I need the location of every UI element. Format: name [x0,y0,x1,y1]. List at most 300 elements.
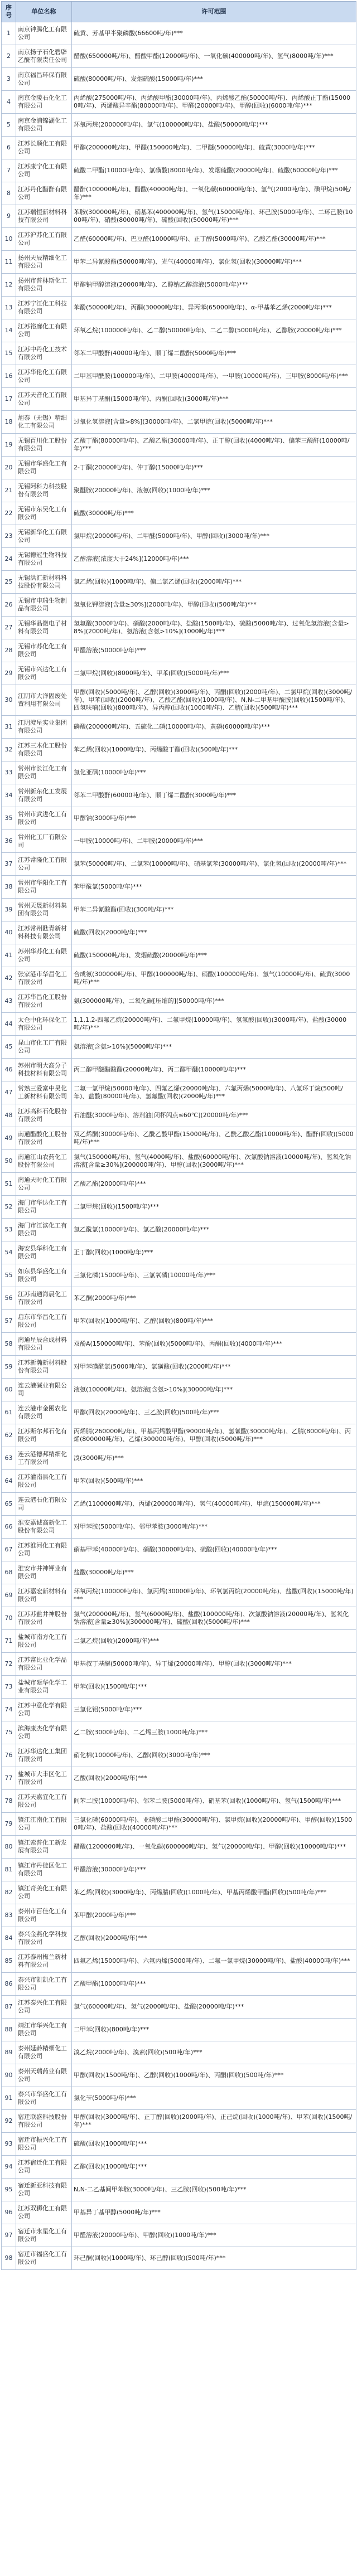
unit-name: 常熟三爱富中昊化工新材料有限公司 [16,1081,72,1104]
license-scope: 甲醇(200000吨/年)、甲醛(150000吨/年)、二甲醚(50000吨/年)、硫黄(3000吨/年)*** [72,137,356,159]
table-row [2,1927,356,1950]
table-row [2,1401,356,1424]
table-row [2,297,356,319]
unit-name: 无锡阿科力科技股份有限公司 [16,479,72,502]
row-number: 95 [2,2179,16,2201]
license-scope: 氢氟酸(3000吨/年)、硝酸(2000吨/年)、盐酸(1500吨/年)、硫酸(5000吨/年)、过氧化氢溶液[含量>8%](2000吨/年)、氨溶液[含氨>10%](1000吨/年)*** [72,617,356,639]
unit-name: 扬州天辰精细化工有限公司 [16,251,72,274]
unit-name: 淮安嘉诚高新化工股份有限公司 [16,1516,72,1539]
unit-name: 南京扬子石化碧辟乙酰有限责任公司 [16,45,72,68]
unit-name: 无锡华晶微电子材料有限公司 [16,617,72,639]
unit-name: 江阴市大洋固废处置利用有限公司 [16,685,72,716]
license-table [1,1,356,2270]
row-number: 5 [2,114,16,137]
license-scope: 甲苯(回收)(1000吨/年)、乙醇(回收)(800吨/年)*** [72,1310,356,1333]
header-row [2,2,356,22]
row-number: 76 [2,1744,16,1767]
unit-name: 江苏天嘉宜化工有限公司 [16,1790,72,1813]
row-number: 44 [2,1013,16,1036]
unit-name: 常州市长江化工有限公司 [16,761,72,784]
license-scope: 丙烯酸(275000吨/年)、丙烯酸甲酯(30000吨/年)、丙烯酸乙酯(50000吨/年)、丙烯酸正丁酯(150000吨/年)、丙烯酸异辛酯(80000吨/年)、甲醛(20000吨/年)、甲醇(回收)(6000吨/年)*** [72,91,356,114]
table-row [2,853,356,876]
unit-name: 无锡市东吴化工有限公司 [16,502,72,525]
row-number: 23 [2,525,16,548]
unit-name: 江苏宁江化工科技有限公司 [16,297,72,319]
table-row [2,1584,356,1607]
row-number: 69 [2,1584,16,1607]
unit-name: 旭泰（无锡）精细化工有限公司 [16,411,72,434]
unit-name: 江苏三木化工股份有限公司 [16,739,72,761]
license-scope: 对甲苯磺酰氯(5000吨/年)、氯磺酸(回收)(2000吨/年)*** [72,1356,356,1379]
unit-name: 江苏沪苏化工有限公司 [16,228,72,251]
table-row [2,137,356,159]
table-row [2,571,356,594]
table-row [2,45,356,68]
table-row [2,2064,356,2087]
table-row [2,22,356,45]
table-row [2,342,356,365]
license-scope: 三氯化磷(60000吨/年)、亚磷酸二甲酯(30000吨/年)、氯甲烷(回收)(20000吨/年)、甲醇(回收)(15000吨/年)、盐酸(回收)(40000吨/年)*** [72,1813,356,1836]
license-scope: 甲醇(回收)(5000吨/年)、乙醇(回收)(3000吨/年)、丙酮(回收)(2000吨/年)、二氯甲烷(回收)(3000吨/年)、甲苯(回收)(2000吨/年)、乙酸乙酯(回收)(1000吨/年)、N,N-二甲基甲酰胺(回收)(1500吨/年)、四氢呋喃(回收)(800吨/年)、异丙醇(回收)(1000吨/年)、乙腈(回收)(500吨/年)*** [72,685,356,716]
row-number: 3 [2,68,16,91]
table-row [2,548,356,571]
row-number: 26 [2,594,16,617]
row-number: 78 [2,1790,16,1813]
unit-name: 无锡新华化工有限公司 [16,525,72,548]
row-number: 11 [2,251,16,274]
unit-name: 宿迁市永星化工有限公司 [16,2224,72,2247]
row-number: 53 [2,1219,16,1241]
license-scope: 乙醛(60000吨/年)、巴豆醛(10000吨/年)、正丁醇(5000吨/年)、乙酸乙酯(30000吨/年)*** [72,228,356,251]
license-scope: 过氧化氢溶液[含量>8%](30000吨/年)、二氯甲烷(回收)(5000吨/年)*** [72,411,356,434]
unit-name: 江苏中丹化工技术有限公司 [16,342,72,365]
unit-name: 常州化工厂有限公司 [16,830,72,853]
row-number: 43 [2,990,16,1013]
table-row [2,1881,356,1904]
row-number: 58 [2,1333,16,1356]
table-row [2,457,356,479]
table-row [2,1813,356,1836]
table-row [2,479,356,502]
row-number: 67 [2,1539,16,1561]
row-number: 79 [2,1813,16,1836]
license-scope: 硫酸(150000吨/年)、发烟硫酸(20000吨/年)*** [72,944,356,967]
table-row [2,1539,356,1561]
license-scope: 乙酸丁酯(80000吨/年)、乙酸乙酯(30000吨/年)、正丁醇(回收)(4000吨/年)、偏苯三酸酐(10000吨/年)*** [72,434,356,457]
unit-name: 泰州市百佳化工有限公司 [16,1904,72,1927]
row-number: 86 [2,1973,16,1996]
unit-name: 苏州华苏化工有限公司 [16,944,72,967]
table-row [2,68,356,91]
unit-name: 南京钟腾化工有限公司 [16,22,72,45]
table-row [2,159,356,182]
license-scope: 甲醛溶液(50000吨/年)*** [72,639,356,662]
license-scope: 邻苯二甲酸酐(40000吨/年)、顺丁烯二酸酐(5000吨/年)*** [72,342,356,365]
license-scope: 丙烯腈(260000吨/年)、甲基丙烯酸甲酯(90000吨/年)、氢氰酸(30000吨/年)、乙腈(8000吨/年)、丙烯(800000吨/年)、乙烯(300000吨/年)、甲醇(回收)(5000吨/年)*** [72,1424,356,1447]
unit-name: 江苏常州酞青新材料科技有限公司 [16,921,72,944]
license-scope: 聚醚胺(20000吨/年)、液氨(回收)(1000吨/年)*** [72,479,356,502]
row-number: 13 [2,297,16,319]
unit-name: 滨海康杰化学有限公司 [16,1721,72,1744]
row-number: 8 [2,182,16,205]
table-row [2,1264,356,1287]
row-number: 41 [2,944,16,967]
unit-name: 江苏新瀚新材料股份有限公司 [16,1356,72,1379]
row-number: 50 [2,1150,16,1173]
row-number: 61 [2,1401,16,1424]
row-number: 65 [2,1493,16,1516]
table-row [2,2041,356,2064]
table-row [2,1333,356,1356]
table-row [2,990,356,1013]
license-scope: 甲苯(回收)(1500吨/年)*** [72,1676,356,1699]
table-row [2,1744,356,1767]
license-scope: 甲基异丁基酮(15000吨/年)、丙酮(回收)(3000吨/年)*** [72,388,356,411]
table-row [2,411,356,434]
table-row [2,502,356,525]
table-row [2,2110,356,2133]
license-scope: 邻苯二甲酸酐(60000吨/年)、顺丁烯二酸酐(3000吨/年)*** [72,784,356,807]
table-row [2,594,356,617]
unit-name: 张家港市华昌化工有限公司 [16,967,72,990]
license-scope: 二氯乙烷(回收)(2000吨/年)*** [72,1630,356,1653]
table-row [2,228,356,251]
license-scope: 苯乙烯(回收)(3000吨/年)、丙烯腈(回收)(1000吨/年)、甲基丙烯酸甲酯(回收)(500吨/年)*** [72,1881,356,1904]
license-scope: 合成氨(300000吨/年)、甲醇(100000吨/年)、硝酸(100000吨/年)、氢气(10000吨/年)、硫黄(3000吨/年)*** [72,967,356,990]
table-row [2,1379,356,1401]
license-scope: 双酚A(150000吨/年)、苯酚(回收)(5000吨/年)、丙酮(回收)(4000吨/年)*** [72,1333,356,1356]
unit-name: 海安县华科化工有限公司 [16,1241,72,1264]
table-row [2,1287,356,1310]
table-row [2,1059,356,1081]
unit-name: 南通江山农药化工股份有限公司 [16,1150,72,1173]
row-number: 56 [2,1287,16,1310]
unit-name: 泰兴金燕化学科技有限公司 [16,1927,72,1950]
unit-name: 江苏富比亚化学品有限公司 [16,1653,72,1676]
license-scope: 磷酸(200000吨/年)、五硫化二磷(10000吨/年)、黄磷(60000吨/年)*** [72,716,356,739]
unit-name: 泰州延龄精细化工有限公司 [16,2041,72,2064]
license-scope: 二氯甲烷(回收)(1500吨/年)*** [72,1196,356,1219]
table-row [2,1653,356,1676]
table-row [2,205,356,228]
license-scope: 乙烯(1100000吨/年)、丙烯(200000吨/年)、氢气(40000吨/年)、甲烷(150000吨/年)*** [72,1493,356,1516]
license-scope: 丙二醇甲醚醋酸酯(20000吨/年)、丙二醇甲醚(10000吨/年)*** [72,1059,356,1081]
license-scope: 硫黄、芳基甲半聚磷酸(66600吨/年)*** [72,22,356,45]
table-row [2,274,356,297]
unit-name: 江苏裕廊化工有限公司 [16,319,72,342]
table-row [2,114,356,137]
unit-name: 泰兴市凯凯化工有限公司 [16,1973,72,1996]
unit-name: 江苏华昌化工股份有限公司 [16,990,72,1013]
unit-name: 常州新东化工发展有限公司 [16,784,72,807]
license-scope: 溴乙烷(2000吨/年)、溴素(回收)(500吨/年)*** [72,2041,356,2064]
row-number: 77 [2,1767,16,1790]
table-row [2,2201,356,2224]
row-number: 30 [2,685,16,716]
license-scope: 溴(3000吨/年)*** [72,1447,356,1470]
table-row [2,2087,356,2110]
unit-name: 常州市华阳化工有限公司 [16,876,72,899]
license-scope: 醋酸(1200000吨/年)、一氧化碳(600000吨/年)、氢气(20000吨/年)、甲醇(回收)(10000吨/年)*** [72,1836,356,1859]
license-scope: 甲醇(回收)(2000吨/年)、三乙胺(回收)(500吨/年)*** [72,1401,356,1424]
license-scope: 苯酚(50000吨/年)、丙酮(30000吨/年)、异丙苯(65000吨/年)、α-甲基苯乙烯(2000吨/年)*** [72,297,356,319]
license-scope: 氢氧化钾溶液[含量≥30%](2000吨/年)、甲醇(回收)(500吨/年)*** [72,594,356,617]
table-row [2,1219,356,1241]
table-row [2,784,356,807]
row-number: 45 [2,1036,16,1059]
table-row [2,319,356,342]
table-row [2,1173,356,1196]
unit-name: 江苏天音化工有限公司 [16,388,72,411]
row-number: 51 [2,1173,16,1196]
table-row [2,434,356,457]
row-number: 32 [2,739,16,761]
row-number: 52 [2,1196,16,1219]
unit-name: 江苏泰州梅兰新材料有限公司 [16,1950,72,1973]
row-number: 70 [2,1607,16,1630]
row-number: 15 [2,342,16,365]
license-scope: 氨溶液[含氨>10%](5000吨/年)*** [72,1036,356,1059]
table-row [2,1424,356,1447]
row-number: 75 [2,1721,16,1744]
license-scope: 甲醛溶液(20000吨/年)、甲醇(回收)(1000吨/年)*** [72,2224,356,2247]
table-row [2,1561,356,1584]
license-scope: 氯乙烯(回收)(1000吨/年)、偏二氯乙烯(回收)(2000吨/年)*** [72,571,356,594]
table-row [2,1973,356,1996]
license-scope: 液氨(10000吨/年)、氨溶液[含氨>10%](30000吨/年)*** [72,1379,356,1401]
unit-name: 南京金陵石化化工有限公司 [16,91,72,114]
unit-name: 泰州天瑞药业有限公司 [16,2064,72,2087]
license-scope: 硫酸(80000吨/年)、发烟硫酸(15000吨/年)*** [72,68,356,91]
header-unit-name: 单位名称 [16,2,72,22]
row-number: 20 [2,457,16,479]
table-row [2,182,356,205]
row-number: 12 [2,274,16,297]
row-number: 98 [2,2247,16,2270]
unit-name: 无锡百川化工股份有限公司 [16,434,72,457]
license-scope: 三氯化磷(15000吨/年)、三氯氧磷(10000吨/年)*** [72,1264,356,1287]
table-row [2,388,356,411]
table-header [2,2,356,22]
row-number: 36 [2,830,16,853]
license-scope: 氯化亚砜(10000吨/年)*** [72,761,356,784]
license-scope: 甲苯二异氰酸酯(50000吨/年)、光气(40000吨/年)、氯化氢(回收)(30000吨/年)*** [72,251,356,274]
license-scope: 石油醚(3000吨/年)、溶剂油[闭杯闪点≤60℃](20000吨/年)*** [72,1104,356,1127]
unit-name: 江苏丹化醋酐有限公司 [16,182,72,205]
license-scope: 硝化棉(10000吨/年)、乙醇(回收)(3000吨/年)*** [72,1744,356,1767]
license-scope: 双乙烯酮(30000吨/年)、乙酰乙酸甲酯(15000吨/年)、乙酰乙酸乙酯(10000吨/年)、醋酐(回收)(5000吨/年)*** [72,1127,356,1150]
table-row [2,2019,356,2041]
row-number: 84 [2,1927,16,1950]
unit-name: 无锡市申瑞生物制品有限公司 [16,594,72,617]
unit-name: 江苏华达化工集团有限公司 [16,1744,72,1767]
row-number: 14 [2,319,16,342]
license-scope: 氯气(150000吨/年)、氢气(4000吨/年)、盐酸(60000吨/年)、次氯酸钠溶液(10000吨/年)、氢氧化钠溶液[含量≥30%](200000吨/年)、甲醇(回收)(3000吨/年)*** [72,1150,356,1173]
row-number: 85 [2,1950,16,1973]
row-number: 1 [2,22,16,45]
row-number: 16 [2,365,16,388]
license-scope: 环己酮(回收)(1000吨/年)、环己醇(回收)(500吨/年)*** [72,2247,356,2270]
row-number: 64 [2,1470,16,1493]
unit-name: 启东市华昌化工有限公司 [16,1310,72,1333]
row-number: 90 [2,2064,16,2087]
unit-name: 江苏华伦化工有限公司 [16,365,72,388]
license-scope: 氨(300000吨/年)、二氧化碳[压缩的](50000吨/年)*** [72,990,356,1013]
unit-name: 南通醋酸化工股份有限公司 [16,1127,72,1150]
table-row [2,2247,356,2270]
row-number: 34 [2,784,16,807]
table-row [2,1836,356,1859]
license-scope: 硫酸(30000吨/年)*** [72,502,356,525]
license-scope: 乙醇(回收)(2000吨/年)*** [72,1927,356,1950]
table-row [2,716,356,739]
table-row [2,91,356,114]
table-row [2,876,356,899]
unit-name: 镇江索普化工新发展有限公司 [16,1836,72,1859]
table-row [2,2133,356,2156]
table-row [2,1241,356,1264]
unit-name: 昆山市化工厂有限公司 [16,1036,72,1059]
license-scope: 氯气(200000吨/年)、氢气(6000吨/年)、盐酸(100000吨/年)、次氯酸钠溶液(20000吨/年)、氢氧化钠溶液[含量≥30%](300000吨/年)、硫酸(回收)(5000吨/年)*** [72,1607,356,1630]
table-row [2,1356,356,1379]
row-number: 49 [2,1127,16,1150]
table-row [2,662,356,685]
row-number: 72 [2,1653,16,1676]
unit-name: 无锡洪汇新材料科技股份有限公司 [16,571,72,594]
unit-name: 淮安市井神钾业有限公司 [16,1561,72,1584]
license-scope: 一甲胺(10000吨/年)、二甲胺(20000吨/年)*** [72,830,356,853]
table-row [2,1310,356,1333]
row-number: 39 [2,899,16,921]
row-number: 40 [2,921,16,944]
license-scope: 乙醇溶液[浓度大于24%](12000吨/年)*** [72,548,356,571]
license-scope: 硫酸(回收)(2000吨/年)*** [72,921,356,944]
row-number: 35 [2,807,16,830]
license-scope: 二氟一氯甲烷(50000吨/年)、四氟乙烯(20000吨/年)、六氟丙烯(5000吨/年)、八氟环丁烷(500吨/年)、盐酸(80000吨/年)、氢氟酸(回收)(2000吨/年)*** [72,1081,356,1104]
table-row [2,807,356,830]
row-number: 93 [2,2133,16,2156]
license-scope: 环氧丙烷(200000吨/年)、氯气(100000吨/年)、盐酸(50000吨/年)*** [72,114,356,137]
unit-name: 无锡市苏化化工有限公司 [16,639,72,662]
license-scope: 苯甲酰氯(5000吨/年)*** [72,876,356,899]
unit-name: 江苏淮河化工有限公司 [16,1539,72,1561]
license-scope: 甲醛溶液(30000吨/年)*** [72,1859,356,1881]
table-row [2,1127,356,1150]
row-number: 29 [2,662,16,685]
unit-name: 江阴澄星实业集团有限公司 [16,716,72,739]
table-row [2,899,356,921]
table-row [2,739,356,761]
license-scope: 甲基叔丁基醚(50000吨/年)、异丁烯(20000吨/年)、甲醇(回收)(3000吨/年)*** [72,1653,356,1676]
table-row [2,1676,356,1699]
unit-name: 江苏瑞恒新材料科技有限公司 [16,205,72,228]
license-scope: 硝基甲苯(40000吨/年)、硝酸(30000吨/年)、硫酸(回收)(40000吨/年)*** [72,1539,356,1561]
license-scope: 氯化苄(5000吨/年)*** [72,2087,356,2110]
row-number: 73 [2,1676,16,1699]
license-scope: 甲醇钠(3000吨/年)*** [72,807,356,830]
table-row [2,1150,356,1173]
header-license-scope: 许可范围 [72,2,356,22]
license-scope: 氯甲烷(20000吨/年)、二甲醚(5000吨/年)、甲醇(回收)(3000吨/年)*** [72,525,356,548]
unit-name: 宿迁市振兴化工有限公司 [16,2133,72,2156]
table-row [2,761,356,784]
license-scope: 二甲苯(回收)(800吨/年)*** [72,2019,356,2041]
license-scope: 硫酸(回收)(1000吨/年)*** [72,2133,356,2156]
table-row [2,1036,356,1059]
unit-name: 靖江市华兴化工有限公司 [16,2019,72,2041]
unit-name: 宿迁新亚科技有限公司 [16,2179,72,2201]
row-number: 25 [2,571,16,594]
unit-name: 盐城市南方化工有限公司 [16,1630,72,1653]
row-number: 92 [2,2110,16,2133]
table-row [2,1950,356,1973]
unit-name: 扬州市普林斯化工有限公司 [16,274,72,297]
license-scope: 四氟乙烯(15000吨/年)、六氟丙烯(5000吨/年)、二氟一氯甲烷(30000吨/年)、盐酸(40000吨/年)*** [72,1950,356,1973]
table-row [2,1470,356,1493]
row-number: 37 [2,853,16,876]
row-number: 83 [2,1904,16,1927]
table-row [2,251,356,274]
license-scope: 乙酸乙酯(20000吨/年)*** [72,1173,356,1196]
row-number: 24 [2,548,16,571]
unit-name: 江苏苏盐井神股份有限公司 [16,1607,72,1630]
row-number: 91 [2,2087,16,2110]
header-seq: 序号 [2,2,16,22]
unit-name: 盐城市大丰区化工有限公司 [16,1767,72,1790]
unit-name: 无锡市兴达化工有限公司 [16,662,72,685]
row-number: 46 [2,1059,16,1081]
unit-name: 宿迁联盛科技股份有限公司 [16,2110,72,2133]
unit-name: 江苏南通海晨化工有限公司 [16,1287,72,1310]
license-scope: 2-丁酮(20000吨/年)、仲丁醇(15000吨/年)*** [72,457,356,479]
license-scope: 苯乙烯(回收)(1000吨/年)、丙烯酸丁酯(回收)(500吨/年)*** [72,739,356,761]
row-number: 33 [2,761,16,784]
table-row [2,1196,356,1219]
row-number: 28 [2,639,16,662]
unit-name: 南通星辰合成材料有限公司 [16,1333,72,1356]
row-number: 54 [2,1241,16,1264]
table-row [2,1516,356,1539]
unit-name: 泰兴市华盛化工有限公司 [16,2087,72,2110]
row-number: 71 [2,1630,16,1653]
license-scope: 醋酸(650000吨/年)、醋酸甲酯(12000吨/年)、一氧化碳(400000吨/年)、氢气(8000吨/年)*** [72,45,356,68]
license-scope: 氯苯(50000吨/年)、二氯苯(10000吨/年)、硝基氯苯(30000吨/年)、氯化氢(回收)(20000吨/年)*** [72,853,356,876]
table-row [2,1767,356,1790]
row-number: 82 [2,1881,16,1904]
unit-name: 江苏灌南县化工有限公司 [16,1470,72,1493]
unit-name: 江苏中意化学有限公司 [16,1699,72,1721]
row-number: 81 [2,1859,16,1881]
license-scope: 环氧乙烷(100000吨/年)、乙二醇(50000吨/年)、二乙二醇(5000吨/年)、乙醇胺(20000吨/年)*** [72,319,356,342]
row-number: 38 [2,876,16,899]
table-row [2,1904,356,1927]
unit-name: 镇江江南化工有限公司 [16,1813,72,1836]
table-row [2,2156,356,2179]
table-row [2,1721,356,1744]
license-scope: 硫酸二甲酯(10000吨/年)、氯磺酸(8000吨/年)、发烟硫酸(20000吨/年)、硫酸(60000吨/年)*** [72,159,356,182]
row-number: 80 [2,1836,16,1859]
row-number: 57 [2,1310,16,1333]
row-number: 66 [2,1516,16,1539]
unit-name: 海门市华达化工有限公司 [16,1196,72,1219]
unit-name: 常州市武进化工有限公司 [16,807,72,830]
unit-name: 江苏嘉宏新材料有限公司 [16,1584,72,1607]
license-scope: 甲醇(回收)(1500吨/年)、乙醇(回收)(1000吨/年)、丙酮(回收)(500吨/年)*** [72,2064,356,2087]
row-number: 21 [2,479,16,502]
unit-name: 江苏泰兴化工有限公司 [16,1996,72,2019]
license-scope: 氯气(60000吨/年)、氢气(2000吨/年)、盐酸(20000吨/年)*** [72,1996,356,2019]
unit-name: 无锡德冠生物科技有限公司 [16,548,72,571]
